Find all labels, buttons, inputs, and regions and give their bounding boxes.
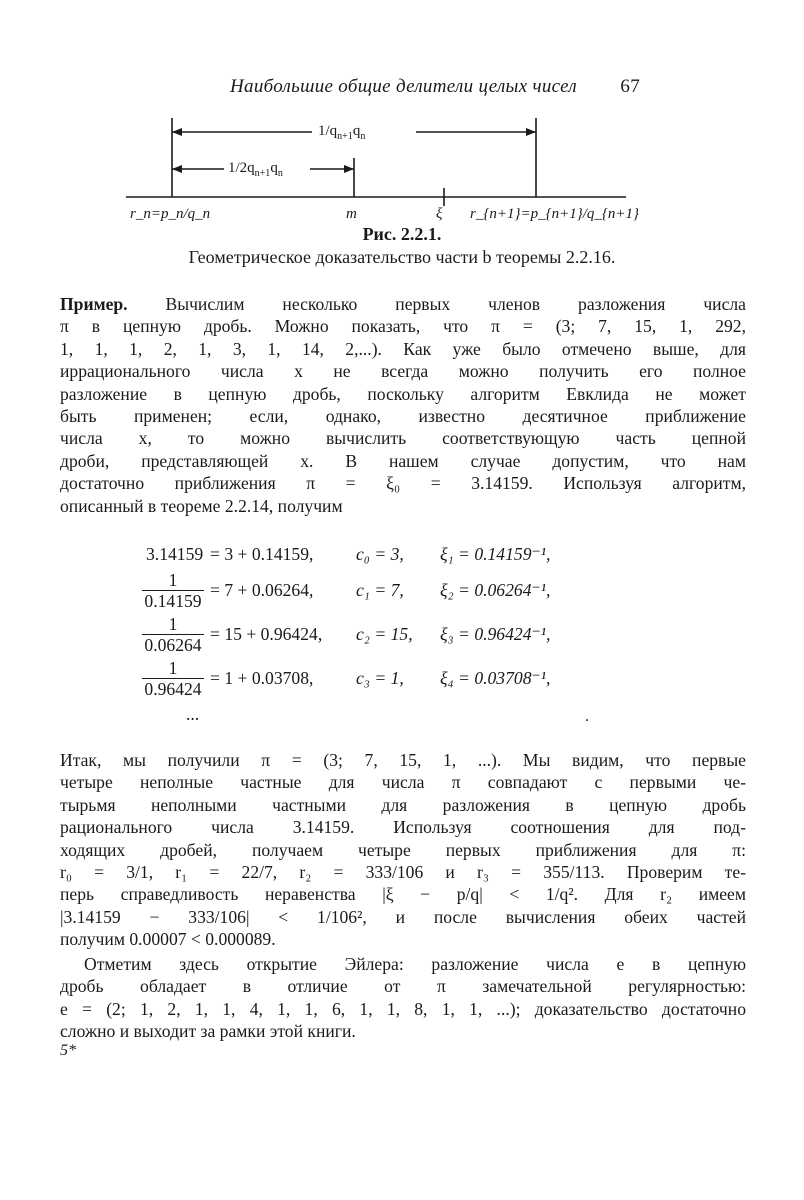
eq3-xi: ξ₃ = 0.96424⁻¹,: [440, 624, 551, 644]
eq3-rhs: = 15 + 0.96424,: [210, 624, 323, 644]
example-line-7: числа x, то можно вычислить соответствующую часть цепной: [60, 428, 746, 449]
eq2-rhs: = 7 + 0.06264,: [210, 580, 314, 600]
point-label-rn1: r_{n+1}=p_{n+1}/q_{n+1}: [470, 206, 639, 222]
conclusion-line-1: Итак, мы получили π = (3; 7, 15, 1, ...). Мы видим, что первые: [60, 750, 746, 770]
eq1-lhs: 3.14159: [146, 544, 204, 564]
running-head: [230, 76, 640, 98]
eq2-fraction: $\frac{1}{0.14159}$: [142, 570, 204, 611]
conclusion-line-9: получим 0.00007 < 0.000089.: [60, 929, 276, 950]
eq2-c: c₁ = 7,: [356, 580, 404, 600]
eq4-xi: ξ₄ = 0.03708⁻¹,: [440, 668, 551, 688]
figure-2-2-1: [126, 112, 639, 232]
equation-row-3: [142, 614, 612, 660]
conclusion-line-5: ходящих дробей, получаем четыре первых приближения для π:: [60, 839, 746, 860]
eq4-c: c₃ = 1,: [356, 668, 404, 688]
figure-caption-number: Рис. 2.2.1.: [362, 224, 442, 244]
example-line-6: быть применен; если, однако, известно десятичное приближение: [60, 405, 746, 426]
equation-ellipsis: ...: [186, 704, 200, 724]
euler-line-1: Отметим здесь открытие Эйлера: разложение числа e в цепную: [84, 954, 746, 974]
conclusion-paragraph: [60, 749, 746, 951]
example-line-10: описанный в теореме 2.2.14, получим: [60, 495, 343, 516]
running-title: Наибольшие общие делители целых чисел: [230, 76, 578, 97]
eq3-c: c₂ = 15,: [356, 624, 413, 644]
example-line-8: дроби, представляющей x. В нашем случае допустим, что нам: [60, 450, 746, 471]
point-label-rn: r_n=p_n/q_n: [130, 206, 211, 222]
conclusion-line-2: четыре неполные частные для числа π совпадают с первыми че-: [60, 772, 746, 793]
point-label-m: m: [346, 206, 357, 222]
conclusion-line-6: r₀ = 3/1, r₁ = 22/7, r₂ = 333/106 и r₃ = 355/113. Проверим те-: [60, 861, 746, 882]
interval-label-mid: $1/2q_{n+1}q_n$: [228, 160, 283, 179]
example-line-3: 1, 1, 1, 2, 1, 3, 1, 14, 2,...). Как уже было отмечено выше, для: [60, 338, 746, 359]
euler-line-4: сложно и выходит за рамки этой книги.: [60, 1021, 356, 1042]
equation-row-4: [142, 658, 612, 704]
point-label-xi: ξ: [436, 206, 443, 222]
interval-label-top: $1/q_{n+1}q_n$: [318, 123, 366, 142]
euler-line-3: e = (2; 1, 2, 1, 1, 4, 1, 1, 6, 1, 1, 8, 1, 1, ...); доказательство достаточно: [60, 998, 746, 1019]
euler-line-2: дробь обладает в отличие от π замечательной регулярностью:: [60, 976, 746, 997]
eq1-rhs: = 3 + 0.14159,: [210, 544, 314, 564]
signature-mark: 5*: [60, 1042, 76, 1059]
stray-dot: .: [585, 708, 589, 725]
conclusion-line-4: рационального числа 3.14159. Используя соотношения для под-: [60, 817, 746, 838]
conclusion-line-8: |3.14159 − 333/106| < 1/106², и после вычисления обеих частей: [60, 906, 746, 927]
conclusion-line-3: тырьмя неполными частными для разложения в цепную дробь: [60, 794, 746, 815]
eq2-xi: ξ₂ = 0.06264⁻¹,: [440, 580, 551, 600]
figure-caption-text: Геометрическое доказательство части b теоремы 2.2.16.: [188, 247, 616, 267]
example-line-2: π в цепную дробь. Можно показать, что π = (3; 7, 15, 1, 292,: [60, 316, 746, 337]
page-number: 67: [620, 76, 640, 97]
eq4-fraction: $\frac{1}{0.96424}$: [142, 658, 204, 699]
eq4-rhs: = 1 + 0.03708,: [210, 668, 314, 688]
example-paragraph: [60, 293, 746, 517]
example-line-1: Пример. Вычислим несколько первых членов разложения числа: [60, 294, 746, 314]
eq3-fraction: $\frac{1}{0.06264}$: [142, 614, 204, 655]
example-line-5: разложение в цепную дробь, поскольку алгоритм Евклида не может: [60, 383, 746, 404]
equation-row-2: [142, 570, 612, 616]
equation-block: [142, 544, 612, 734]
eq1-xi: ξ₁ = 0.14159⁻¹,: [440, 544, 551, 564]
conclusion-line-7: перь справедливость неравенства |ξ − p/q| < 1/q². Для r₂ имеем: [60, 884, 746, 905]
example-line-9: достаточно приближения π = ξ₀ = 3.14159. Используя алгоритм,: [60, 473, 746, 494]
euler-paragraph: [60, 953, 746, 1043]
eq1-c: c₀ = 3,: [356, 544, 404, 564]
example-line-4: иррационального числа x не всегда можно получить его полное: [60, 361, 746, 382]
